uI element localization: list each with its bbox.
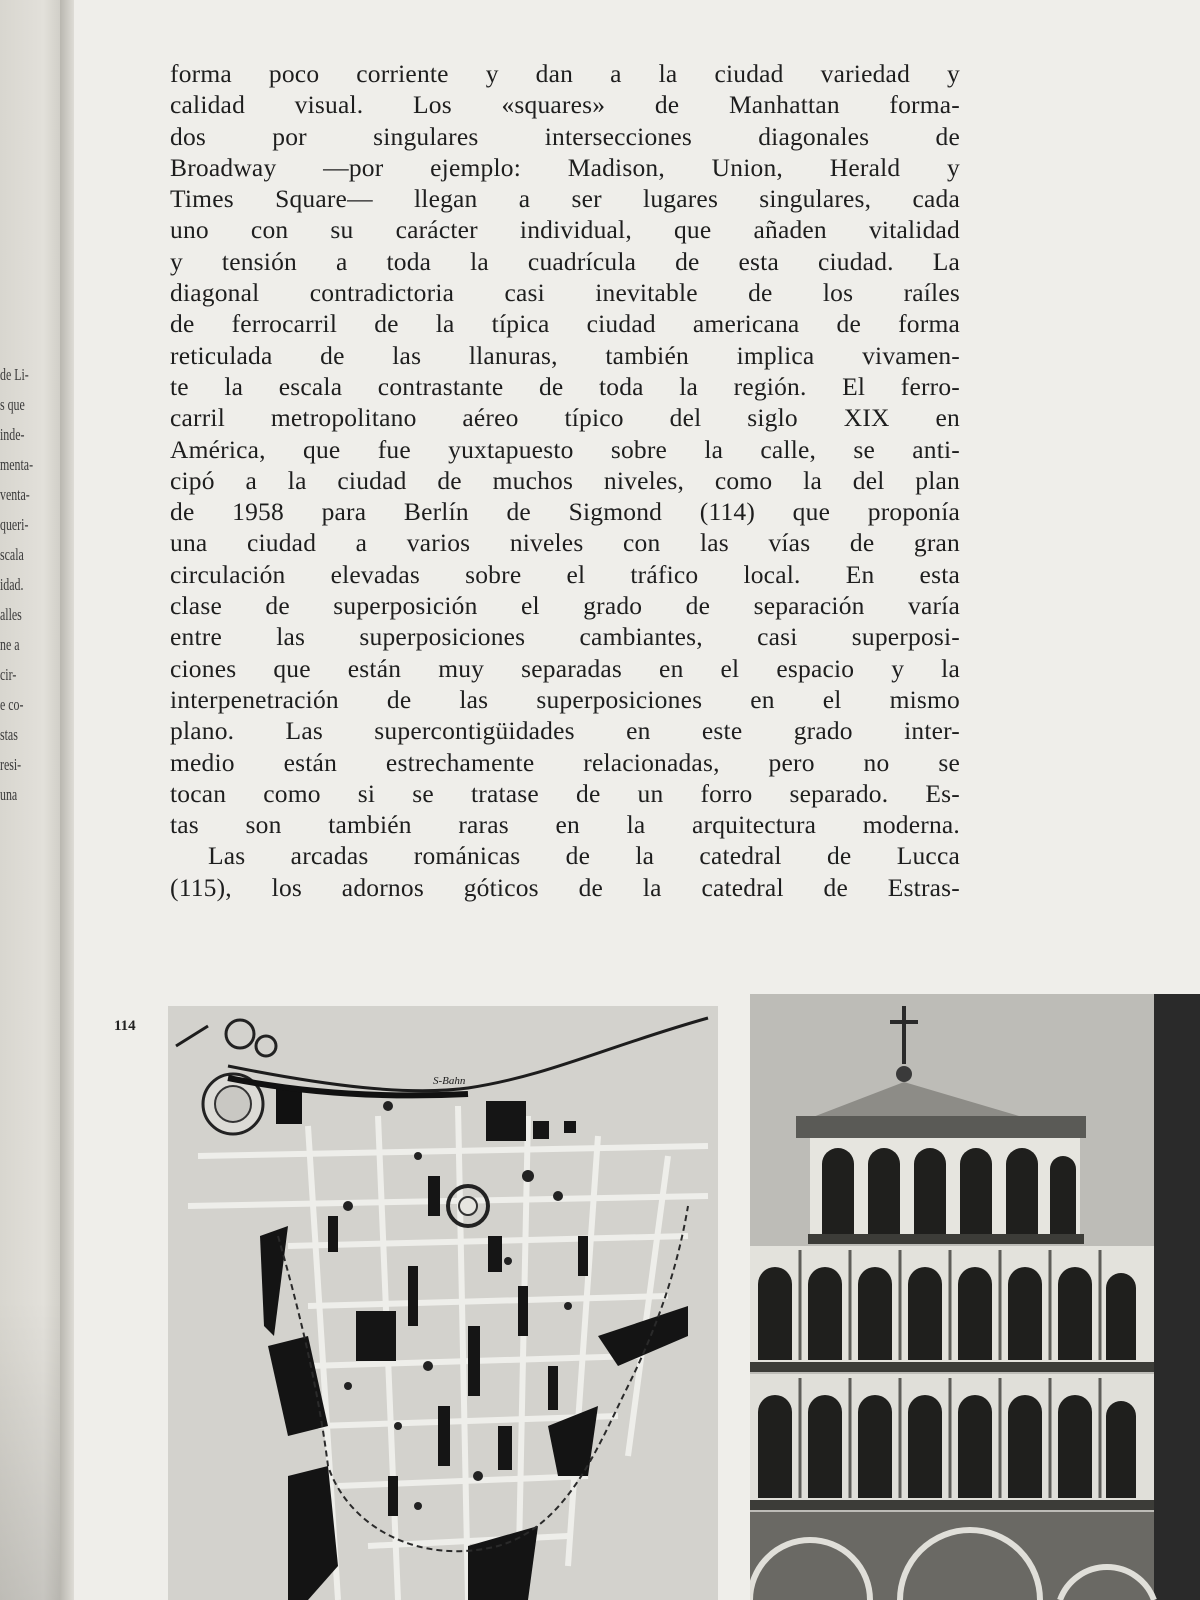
city-plan-figure — [168, 1006, 718, 1600]
text-line: Broadway —por ejemplo: Madison, Union, Herald y — [170, 152, 960, 182]
figure-number: 114 — [114, 1018, 136, 1034]
text-line: Times Square— llegan a ser lugares singulares, cada — [170, 184, 960, 214]
facing-page-fragment: cir- — [0, 665, 17, 684]
body-text — [170, 58, 960, 903]
facing-page-fragment: idad. — [0, 575, 24, 594]
facing-page-fragment: e co- — [0, 695, 24, 714]
text-line: carril metropolitano aéreo típico del siglo XIX en — [170, 403, 960, 433]
text-line: tas son también raras en la arquitectura moderna. — [170, 810, 960, 840]
facing-page-fragment: ne a — [0, 635, 20, 654]
rail-label: S-Bahn — [433, 1075, 466, 1087]
facing-page-fragment: queri- — [0, 515, 29, 534]
text-line: interpenetración de las superposiciones en el mismo — [170, 684, 960, 714]
book-page — [74, 0, 1200, 1600]
facing-page-fragment: venta- — [0, 485, 30, 504]
cathedral-arcade-photo — [750, 994, 1200, 1600]
text-line: clase de superposición el grado de separación varía — [170, 591, 960, 621]
facing-page-fragment: scala — [0, 545, 24, 564]
text-line: Las arcadas románicas de la catedral de Lucca — [208, 841, 960, 871]
text-line: reticulada de las llanuras, también implica vivamen- — [170, 340, 960, 370]
facing-page-text — [0, 360, 40, 810]
page-shadow — [0, 1300, 62, 1600]
text-line: plano. Las supercontigüidades en este grado inter- — [170, 716, 960, 746]
facing-page — [0, 0, 62, 1600]
text-line: entre las superposiciones cambiantes, casi superposi- — [170, 622, 960, 652]
facing-page-fragment: menta- — [0, 455, 34, 474]
facing-page-fragment: inde- — [0, 425, 25, 444]
text-line: calidad visual. Los «squares» de Manhattan forma- — [170, 90, 960, 120]
facing-page-fragment: resi- — [0, 755, 22, 774]
text-line: forma poco corriente y dan a la ciudad variedad y — [170, 59, 960, 88]
cathedral-drawing — [750, 994, 1200, 1600]
text-line: América, que fue yuxtapuesto sobre la calle, se anti- — [170, 434, 960, 464]
city-plan-drawing — [168, 1006, 718, 1600]
facing-page-fragment: una — [0, 785, 18, 804]
text-line: de ferrocarril de la típica ciudad americana de forma — [170, 309, 960, 339]
text-line: uno con su carácter individual, que añaden vitalidad — [170, 215, 960, 245]
book-gutter — [60, 0, 74, 1600]
facing-page-fragment: alles — [0, 605, 22, 624]
facing-page-fragment: de Li- — [0, 365, 29, 384]
text-line: de 1958 para Berlín de Sigmond (114) que proponía — [170, 497, 960, 527]
text-line: y tensión a toda la cuadrícula de esta ciudad. La — [170, 246, 960, 276]
text-line: ciones que están muy separadas en el espacio y la — [170, 653, 960, 683]
text-line: tocan como si se tratase de un forro separado. Es- — [170, 778, 960, 808]
facing-page-fragment: s que — [0, 395, 25, 414]
text-line: circulación elevadas sobre el tráfico local. En esta — [170, 559, 960, 589]
facing-page-fragment: stas — [0, 725, 18, 744]
text-line: una ciudad a varios niveles con las vías de gran — [170, 528, 960, 558]
text-line: diagonal contradictoria casi inevitable de los raíles — [170, 278, 960, 308]
text-line: (115), los adornos góticos de la catedral de Estras- — [170, 872, 960, 902]
text-line: cipó a la ciudad de muchos niveles, como la del plan — [170, 465, 960, 495]
text-line: te la escala contrastante de toda la región. El ferro- — [170, 371, 960, 401]
text-line: medio están estrechamente relacionadas, pero no se — [170, 747, 960, 777]
text-line: dos por singulares intersecciones diagonales de — [170, 121, 960, 151]
